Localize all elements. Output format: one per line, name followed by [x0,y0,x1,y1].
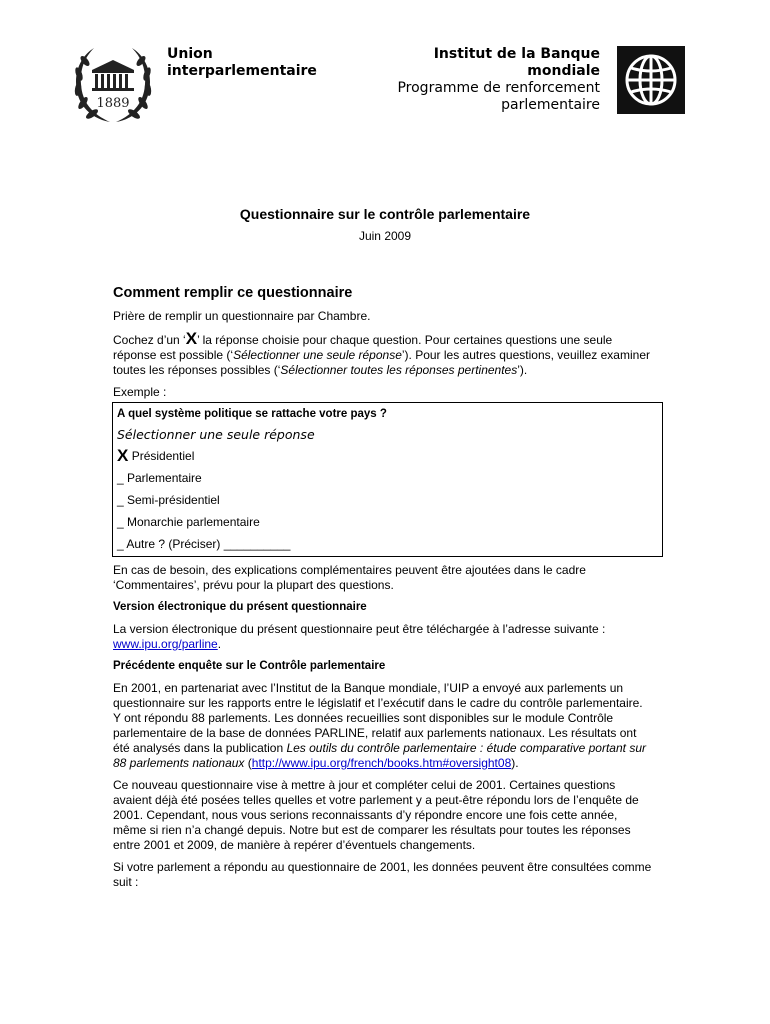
text-fragment: En 2001, en partenariat avec l’Institut de la Banque mondiale, l’UIP a envoyé aux parlements un questionnaire sur les rapports entre le législatif et l’exécutif dans le cadre du contrôle parlementaire. Y ont répondu 88 parlements. Les données recueillies sont disponibles sur le module Contrôle parlementaire de la base de données PARLINE, relatif aux parlements nationaux. Les résultats ont été analysés dans la publication [113,681,643,755]
world-bank-institute-name [340,46,600,114]
heading-electronic-version: Version électronique du présent questionnaire [113,601,367,613]
text-fragment: . [217,637,222,651]
ipu-name-line2: interparlementaire [167,63,317,79]
paragraph-instructions [113,331,653,378]
x-mark: X [185,329,198,348]
text-fragment: ). [511,756,519,770]
text-fragment: ’ la réponse choisie pour chaque question. Pour certaines questions une seule réponse est possible (‘ [113,333,613,362]
example-option: _ Semi-présidentiel [117,493,220,507]
italic-publication-title: Les outils du contrôle parlementaire : étude comparative portant sur 88 parlements nationaux [113,741,646,770]
text-fragment: La version électronique du présent questionnaire peut être téléchargée à l’adresse suivante : [113,622,606,636]
example-option: _ Parlementaire [117,471,202,485]
selected-mark: X [117,446,129,465]
document-title: Questionnaire sur le contrôle parlementaire [239,206,531,222]
paragraph-consult-data: Si votre parlement a répondu au questionnaire de 2001, les données peuvent être consultées comme suit : [113,860,652,889]
paragraph-one-per-chamber: Prière de remplir un questionnaire par Chambre. [113,309,371,323]
text-fragment: ’). [517,363,528,377]
italic-all-answers: Sélectionner toutes les réponses pertinentes [280,363,518,377]
wb-line2: mondiale [527,63,600,79]
example-option: _ Monarchie parlementaire [117,515,260,529]
books-link[interactable]: http://www.ipu.org/french/books.htm#oversight08 [251,756,512,770]
paragraph-electronic-version [113,622,653,652]
example-label: Exemple : [113,385,167,399]
example-box [112,402,663,557]
option-label: Présidentiel [131,449,195,463]
document-body [113,286,653,897]
example-question: A quel système politique se rattache votre pays ? [117,408,387,420]
heading-previous-survey: Précédente enquête sur le Contrôle parlementaire [113,660,386,672]
document-date: Juin 2009 [358,229,412,243]
paragraph-comments: En cas de besoin, des explications complémentaires peuvent être ajoutées dans le cadre ‘Commentaires’, prévu pour la plupart des questions. [113,563,586,592]
ipu-name-line1: Union [167,46,213,62]
example-hint: Sélectionner une seule réponse [117,427,315,442]
ipu-logo [70,44,156,126]
ipu-name [167,46,317,80]
text-fragment: Cochez d’un ‘ [113,333,186,347]
text-fragment: ( [244,756,252,770]
world-bank-logo [617,46,685,114]
paragraph-new-questionnaire: Ce nouveau questionnaire vise à mettre à jour et compléter celui de 2001. Certaines questions avaient déjà été posées telles quelles et votre parlement y a peut-être répondu lors de l’enquête de 2001. Cependant, nous vous serions reconnaissants d’y répondre encore une fois cette année, même si rien n’a changé depuis. Notre but est de comparer les résultats pour toutes les réponses entre 2001 et 2009, de manière à repérer d’éventuels changements. [113,778,639,852]
svg-text:1889: 1889 [96,96,130,111]
example-option-selected [117,448,658,464]
text-fragment: ’). Pour les autres questions, veuillez examiner toutes les réponses possibles (‘ [113,348,650,377]
section-heading: Comment remplir ce questionnaire [113,285,353,301]
paragraph-previous-survey [113,681,653,771]
wb-line3: Programme de renforcement [397,80,600,96]
wb-line4: parlementaire [501,97,600,113]
wb-line1: Institut de la Banque [433,46,600,62]
italic-single-answer: Sélectionner une seule réponse [233,348,402,362]
parline-link[interactable]: www.ipu.org/parline [113,637,218,651]
example-option: _ Autre ? (Préciser) __________ [117,537,291,551]
